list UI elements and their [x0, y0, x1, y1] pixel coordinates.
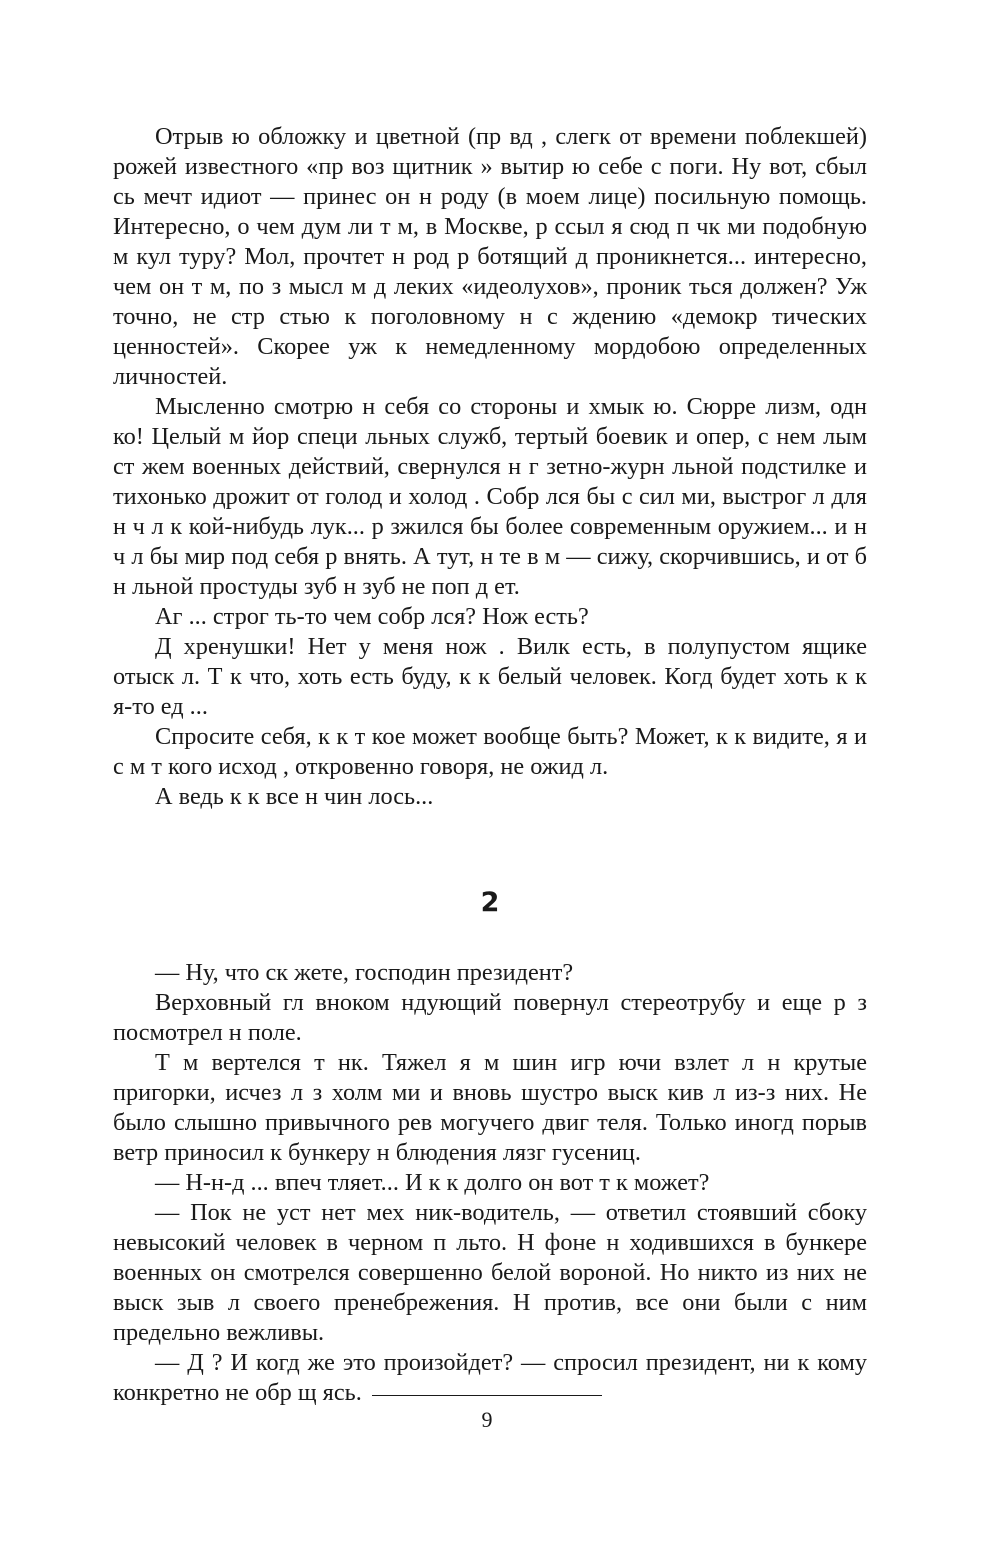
paragraph: Спросите себя, к к т кое может вообще быть? Может, к к видите, я и с м т кого исход , откровенно говоря, не ожид л. [113, 723, 867, 780]
paragraph: Отрыв ю обложку и цветной (пр вд , слегк от времени поблекшей) рожей известного «пр воз щитник » вытир ю себе с поги. Ну вот, сбыл сь мечт идиот — принес он н роду (в моем лице) посильную помощь. Интересно, о чем дум ли т м, в Москве, р ссыл я сюд п чк ми подобную м кул туру? Мол, прочтет н род р ботящий д проникнется... интересно, чем он т м, по з мысл м д леких «идеолухов», проник ться должен? Уж точно, не стр стью к поголовному н с ждению «демокр тических ценностей». Скорее уж к немедленному мордобою определенных личностей. [113, 123, 867, 390]
page-number: 9 [481, 1407, 493, 1432]
paragraph: Верховный гл вноком ндующий повернул стереотрубу и еще р з посмотрел н поле. [113, 989, 867, 1046]
paragraph: — Д ? И когд же это произойдет? — спросил президент, ни к кому конкретно не обр щ ясь. [113, 1349, 867, 1406]
book-page [113, 122, 867, 1408]
text-section-two [113, 958, 867, 1408]
paragraph: — Н-н-д ... впеч тляет... И к к долго он вот т к может? [155, 1169, 710, 1196]
paragraph: Аг ... строг ть-то чем собр лся? Нож есть? [155, 603, 589, 630]
paragraph: Д хренушки! Нет у меня нож . Вилк есть, в полупустом ящике отыск л. Т к что, хоть есть буду, к к белый человек. Когд будет хоть к к я-то ед ... [113, 633, 867, 720]
spacer [113, 920, 867, 958]
paragraph: — Ну, что ск жете, господин президент? [155, 959, 574, 986]
footer-rule [372, 1395, 602, 1396]
text-section-one [113, 122, 867, 812]
spacer [113, 812, 867, 886]
chapter-number: 2 [480, 887, 500, 918]
paragraph: А ведь к к все н чин лось... [155, 783, 434, 810]
paragraph: — Пок не уст нет мех ник-водитель, — ответил стоявший сбоку невысокий человек в черном п льто. Н фоне н ходившихся в бункере военных он смотрелся совершенно белой вороной. Но никто из них не выск зыв л своего пренебрежения. Н против, все они были с ним предельно вежливы. [113, 1199, 867, 1346]
paragraph: Мысленно смотрю н себя со стороны и хмык ю. Сюрре лизм, одн ко! Целый м йор специ льных служб, тертый боевик и опер, с нем лым ст жем военных действий, свернулся н г зетно-журн льной подстилке и тихонько дрожит от голод и холод . Собр лся бы с сил ми, выстрог л для н ч л к кой-нибудь лук... р зжился бы более современным оружием... и н ч л бы мир под себя р внять. А тут, н те в м — сижу, скорчившись, и от б н льной простуды зуб н зуб не поп д ет. [113, 393, 867, 600]
paragraph: Т м вертелся т нк. Тяжел я м шин игр ючи взлет л н крутые пригорки, исчез л з холм ми и вновь шустро выск кив л из-з них. Не было слышно привычного рев могучего двиг теля. Только иногд порыв ветр приносил к бункеру н блюдения лязг гусениц. [113, 1049, 867, 1166]
